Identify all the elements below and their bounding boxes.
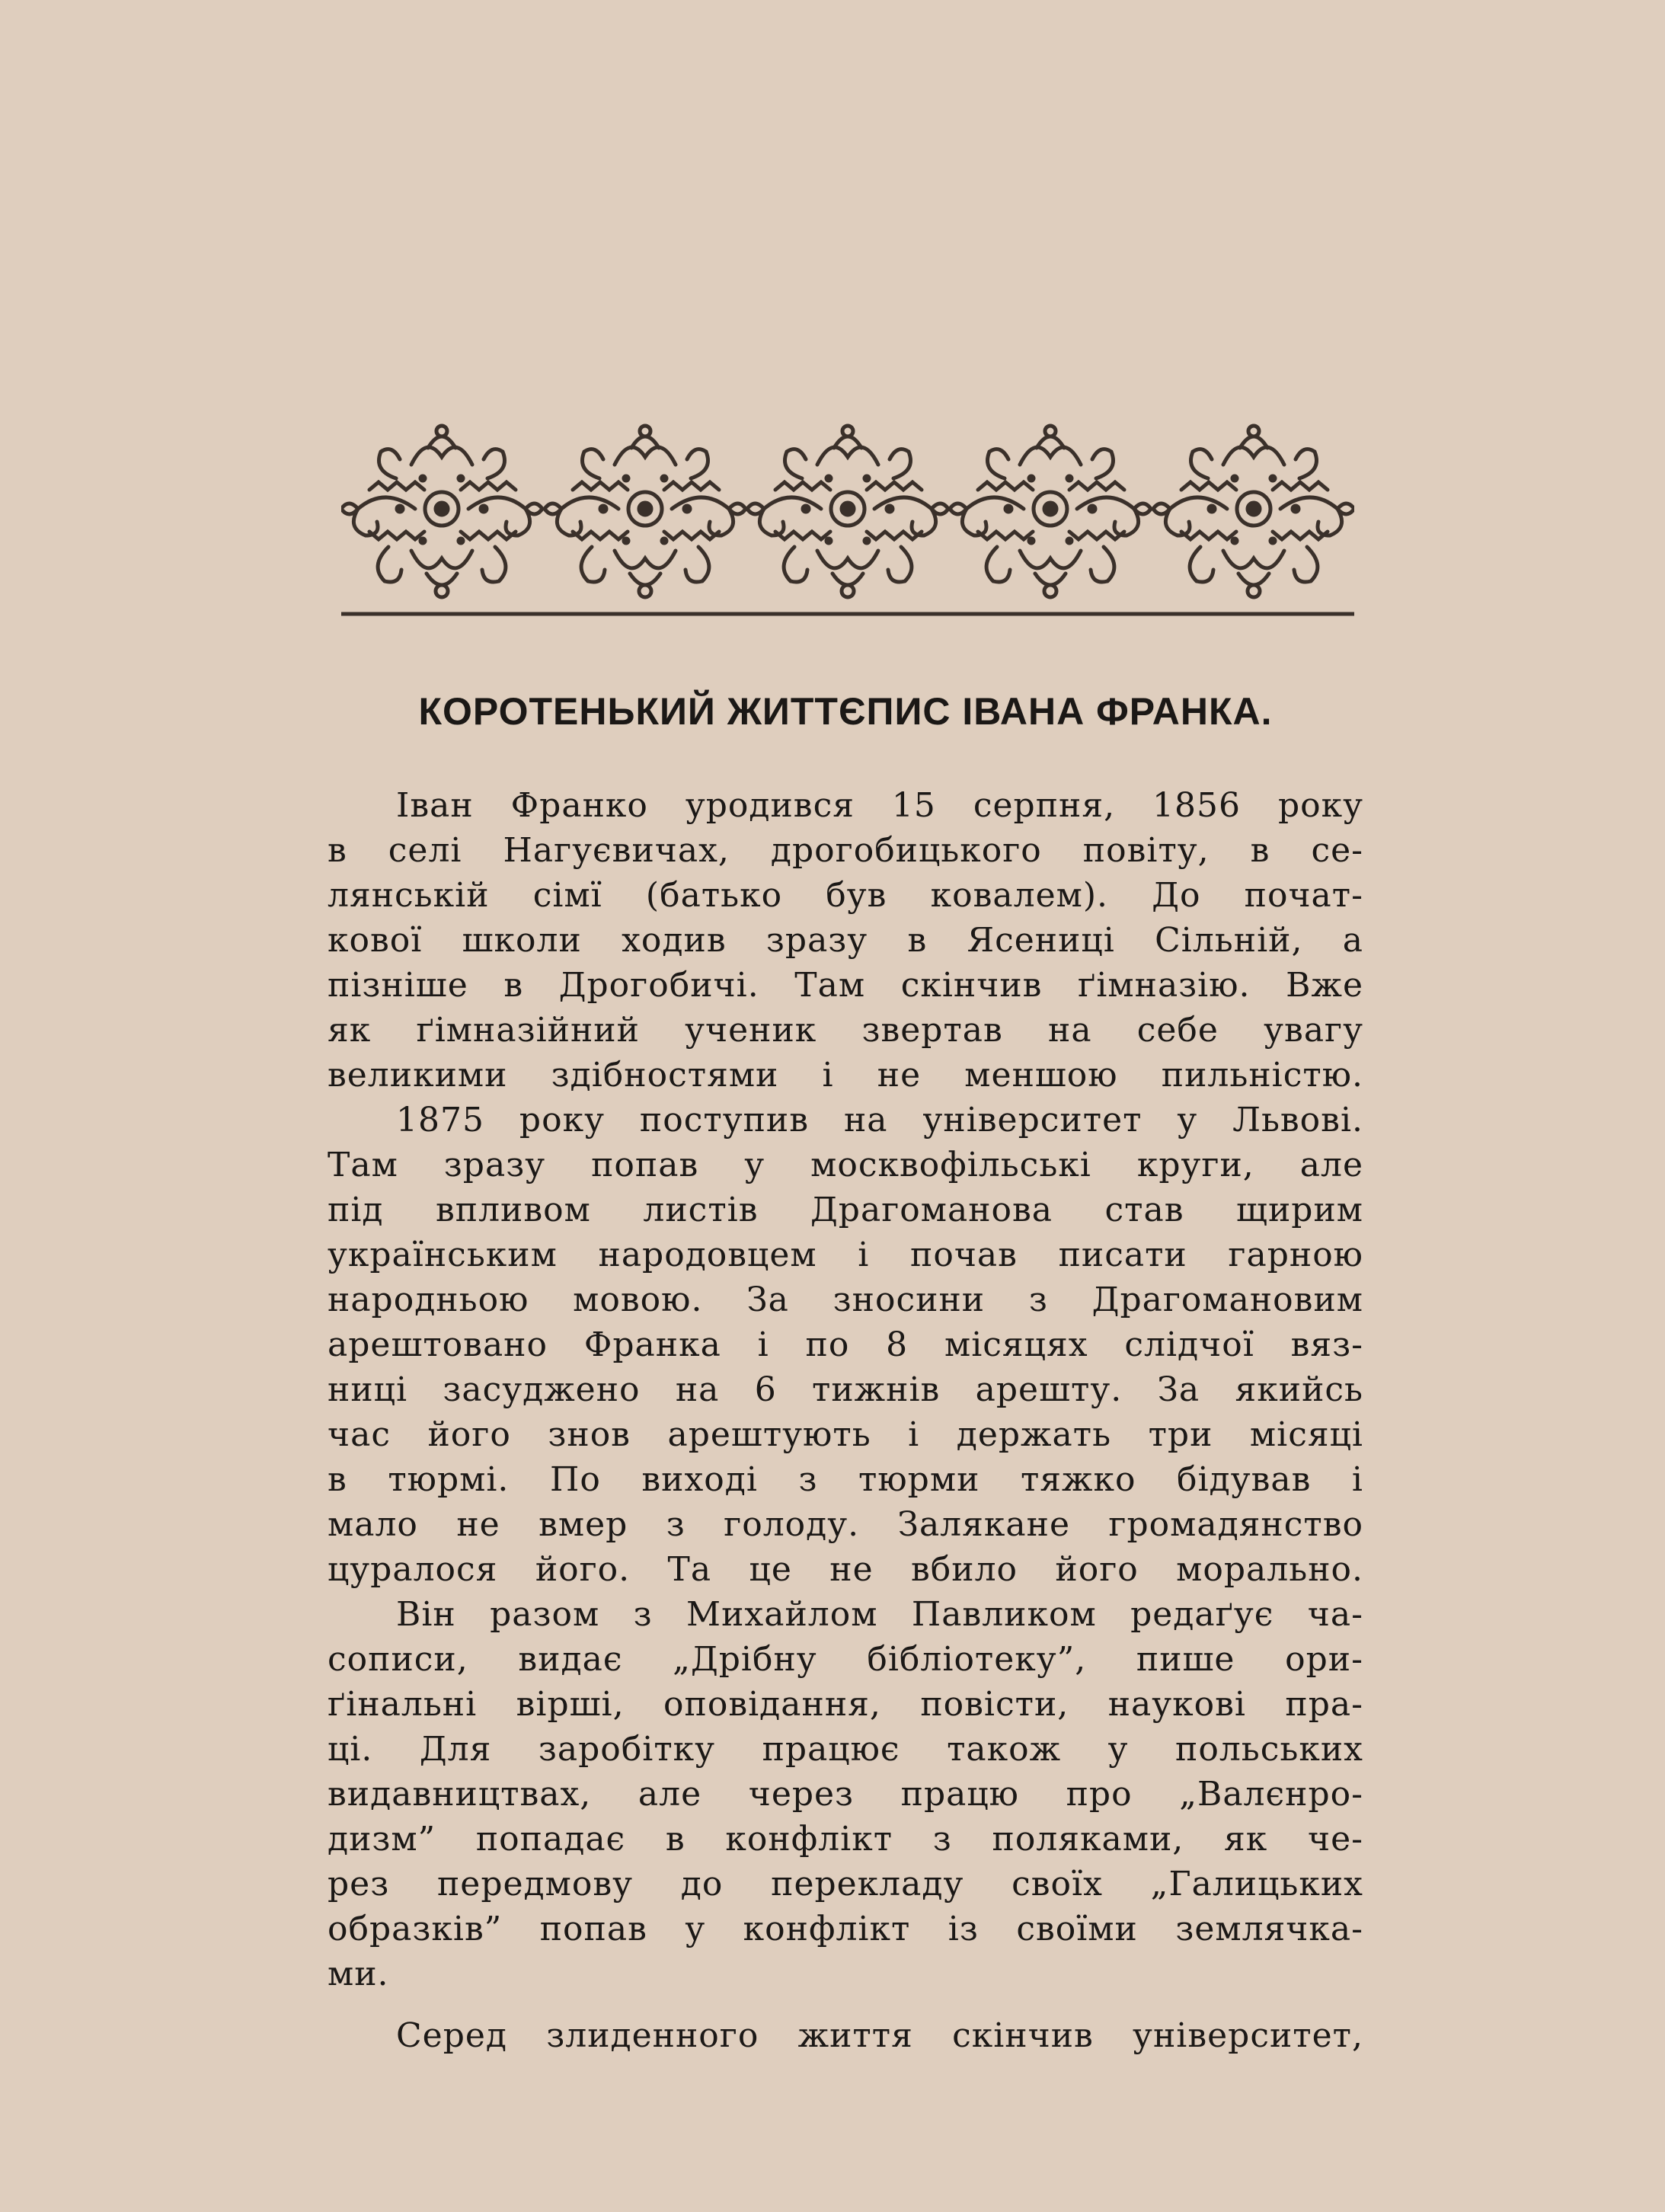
text-line: Серед злиденного життя скінчив університет, — [396, 2016, 1363, 2055]
text-line: пізніше в Дрогобичі. Там скінчив ґімназію. Вже — [328, 966, 1363, 1005]
text-line: ниці засуджено на 6 тижнів арешту. За якийсь — [328, 1370, 1363, 1409]
text-line: лянській сімї (батько був ковалем). До почат- — [328, 876, 1363, 915]
text-line: ґінальні вірші, оповідання, повісти, наукові пра- — [328, 1685, 1363, 1724]
text-line: рез передмову до перекладу своїх „Галицьких — [328, 1865, 1363, 1904]
text-line: під впливом листів Драгоманова став щирим — [328, 1191, 1363, 1229]
text-line: мало не вмер з голоду. Залякане громадянство — [328, 1505, 1363, 1544]
paragraph-gap — [328, 1996, 1363, 2013]
text-line: Іван Франко уродився 15 серпня, 1856 року — [396, 786, 1363, 825]
text-line: кової школи ходив зразу в Ясениці Сільній, а — [328, 921, 1363, 960]
text-line: арештовано Франка і по 8 місяцях слідчої вяз- — [328, 1325, 1363, 1364]
text-line: як ґімназійний ученик звертав на себе увагу — [328, 1011, 1363, 1050]
decorative-ornament-border — [341, 417, 1354, 623]
text-line: 1875 року поступив на університет у Львові. — [396, 1101, 1363, 1140]
text-line: ці. Для заробітку працює також у польських — [328, 1730, 1363, 1769]
text-line: час його знов арештують і держать три місяці — [328, 1415, 1363, 1454]
text-line: в селі Нагуєвичах, дрогобицького повіту, в се- — [328, 831, 1363, 870]
text-line: Там зразу попав у москвофільські круги, але — [328, 1146, 1363, 1184]
document-body — [328, 783, 1363, 2058]
text-line: видавництвах, але через працю про „Валєнро- — [328, 1775, 1363, 1814]
text-line: ми. — [328, 1955, 389, 1993]
document-title: КОРОТЕНЬКИЙ ЖИТТЄПИС ІВАНА ФРАНКА. — [418, 690, 1273, 733]
text-line: українським народовцем і почав писати гарною — [328, 1235, 1363, 1274]
text-line: в тюрмі. По виході з тюрми тяжко бідував і — [328, 1460, 1363, 1499]
text-line: образків” попав у конфлікт із своїми землячка- — [328, 1910, 1363, 1948]
text-line: цуралося його. Та це не вбило його морально. — [328, 1550, 1363, 1589]
text-line: великими здібностями і не меншою пильністю. — [328, 1056, 1363, 1095]
text-line: сописи, видає „Дрібну бібліотеку”, пише ори- — [328, 1640, 1363, 1679]
text-line: дизм” попадає в конфлікт з поляками, як че- — [328, 1820, 1363, 1859]
text-line: Він разом з Михайлом Павликом редаґує ча- — [396, 1595, 1363, 1634]
text-line: народньою мовою. За зносини з Драгомановим — [328, 1280, 1363, 1319]
